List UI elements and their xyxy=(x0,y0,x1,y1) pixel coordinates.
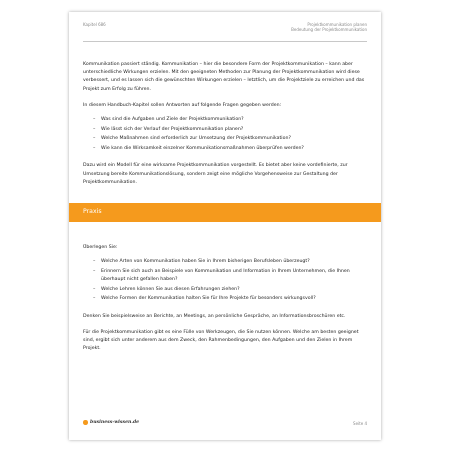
list-item-text: Wie lässt sich der Verlauf der Projektkommunikation planen? xyxy=(101,126,244,132)
praxis-heading-bar xyxy=(69,203,381,222)
list-item-text: Welche Formen der Kommunikation halten Sie für Ihre Projekte für besonders wirkungsvoll? xyxy=(101,296,316,302)
list-item xyxy=(93,135,367,143)
list-item-text: Welche Maßnahmen sind erforderlich zur Umsetzung der Projektkommunikation? xyxy=(101,136,291,142)
list-item-text: Erinnern Sie sich auch an Beispiele von Kommunikation und Information in Ihrem Unternehmen, die Ihnen überhaupt nicht gefallen haben? xyxy=(101,268,350,283)
document-page xyxy=(69,12,381,440)
list-item xyxy=(93,268,367,284)
examples-paragraph: Denken Sie beispielsweise an Berichte, an Meetings, an persönliche Gespräche, an Informationsbroschüren etc. xyxy=(83,313,346,319)
bullet-dash: – xyxy=(93,268,96,274)
list-item xyxy=(93,258,367,266)
questions-list xyxy=(83,116,367,153)
page-number: Seite 4 xyxy=(353,421,367,426)
list-item-text: Was sind die Aufgaben und Ziele der Projektkommunikation? xyxy=(101,117,244,123)
header-subtitle: Bedeutung der Projektkommunikation xyxy=(291,27,367,33)
page-header xyxy=(83,21,367,42)
bullet-dash: – xyxy=(93,296,96,302)
list-item xyxy=(93,286,367,294)
bullet-dash: – xyxy=(93,259,96,265)
bullet-dash: – xyxy=(93,286,96,292)
list-item xyxy=(93,145,367,153)
list-item xyxy=(93,126,367,134)
praxis-list xyxy=(83,258,367,304)
intro-paragraph: Kommunikation passiert ständig. Kommunikation – hier die besondere Form der Projektkommunikation – kann aber unterschiedliche Wirkungen erzielen. Mit den geeigneten Methoden zur Planung der Projektkommunikation wird diese verbessert, und es lassen sich die gewünschten Wirkungen erzielen – letztlich, um die Projektziele zu erreichen und das Projekt zum Erfolg zu führen. xyxy=(83,62,365,92)
logo-dot-icon xyxy=(83,420,88,425)
praxis-heading: Praxis xyxy=(83,207,102,215)
page-content xyxy=(83,61,367,361)
list-item-text: Welche Arten von Kommunikation haben Sie in Ihrem bisherigen Berufsleben überzeugt? xyxy=(101,259,310,265)
questions-lead: In diesem Handbuch-Kapitel sollen Antworten auf folgende Fragen gegeben werden: xyxy=(83,102,282,108)
tools-paragraph: Für die Projektkommunikation gibt es eine Fülle von Werkzeugen, die Sie nutzen können. Welche am besten geeignet sind, ergibt sich unter anderem aus dem Zweck, den Rahmenbedingungen, den Aufgaben und den Zielen in Ihrem Projekt. xyxy=(83,329,359,352)
list-item-text: Welche Lehren können Sie aus diesen Erfahrungen ziehen? xyxy=(101,286,240,292)
model-paragraph: Dazu wird ein Modell für eine wirksame Projektkommunikation vorgestellt. Es bietet aber keine vordefinierte, zur Umsetzung bereite Kommunikationslösung, sondern zeigt eine mögliche Vorgehensweise zur Gestaltung der Projektkommunikation. xyxy=(83,163,348,185)
brand-name: business-wissen.de xyxy=(90,420,140,425)
chapter-label: Kapitel 686 xyxy=(83,22,106,27)
page-footer xyxy=(83,418,367,430)
bullet-dash: – xyxy=(93,146,96,152)
header-titles xyxy=(291,22,367,33)
list-item-text: Wie kann die Wirksamkeit einzelner Kommunikationsmaßnahmen überprüfen werden? xyxy=(101,146,304,152)
praxis-lead: Überlegen Sie: xyxy=(83,244,118,250)
list-item xyxy=(93,116,367,124)
bullet-dash: – xyxy=(93,117,96,123)
header-title: Projektkommunikation planen xyxy=(307,22,367,27)
bullet-dash: – xyxy=(93,136,96,142)
bullet-dash: – xyxy=(93,126,96,132)
list-item xyxy=(93,295,367,303)
brand-logo[interactable] xyxy=(83,420,139,425)
